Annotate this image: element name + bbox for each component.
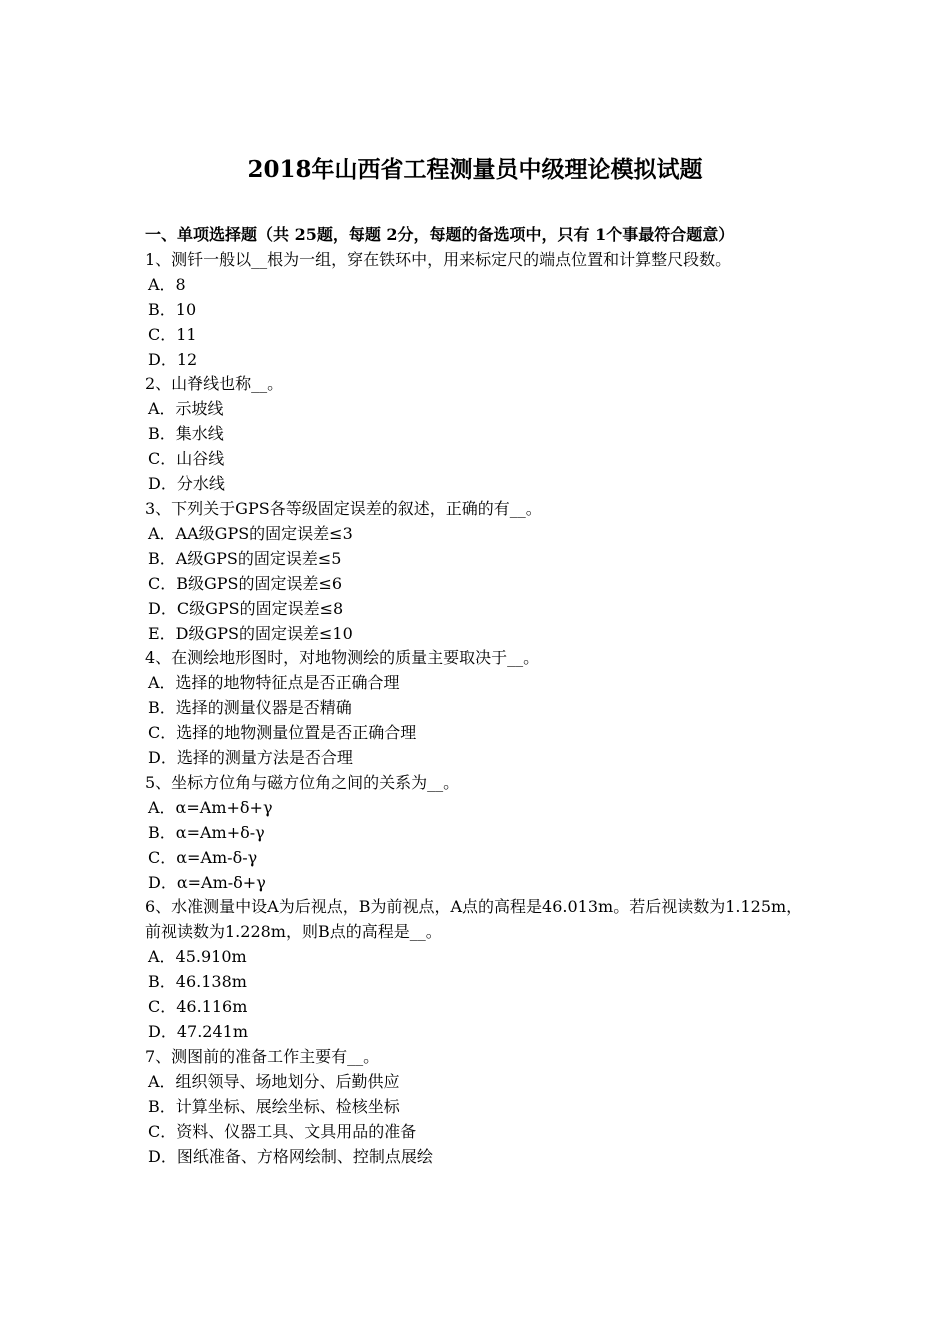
- answer-option: E．D级GPS的固定误差≤10: [148, 623, 353, 643]
- question-item: [145, 1045, 813, 1170]
- answer-option: D．分水线: [148, 474, 225, 494]
- answer-option: B．α=Am+δ-γ: [148, 822, 265, 842]
- question-text: 1、测钎一般以__根为一组，穿在铁环中，用来标定尺的端点位置和计算整尺段数。: [145, 249, 732, 269]
- answer-option: A．α=Am+δ+γ: [148, 797, 273, 817]
- question-text: 3、下列关于GPS各等级固定误差的叙述，正确的有__。: [145, 498, 542, 518]
- answer-option: A．选择的地物特征点是否正确合理: [148, 673, 400, 693]
- answer-option: C．山谷线: [148, 449, 225, 469]
- answer-option: B．集水线: [148, 424, 224, 444]
- answer-option: A．示坡线: [148, 399, 224, 419]
- answer-option: B．计算坐标、展绘坐标、检核坐标: [148, 1096, 400, 1116]
- question-text: 2、山脊线也称__。: [145, 374, 284, 394]
- answer-option: C．α=Am-δ-γ: [148, 847, 258, 867]
- document-body: [145, 223, 813, 1169]
- question-text: 4、在测绘地形图时，对地物测绘的质量主要取决于__。: [145, 648, 540, 668]
- answer-option: B．选择的测量仪器是否精确: [148, 698, 352, 718]
- question-item: [145, 895, 813, 1044]
- answer-option: D．选择的测量方法是否合理: [148, 748, 353, 768]
- section-heading: 一、单项选择题（共 25题，每题 2分，每题的备选项中，只有 1个事最符合题意）: [145, 225, 735, 244]
- document-title: 2018年山西省工程测量员中级理论模拟试题: [247, 156, 703, 183]
- answer-option: B．10: [148, 299, 197, 319]
- answer-option: D．C级GPS的固定误差≤8: [148, 598, 344, 618]
- question-text: 5、坐标方位角与磁方位角之间的关系为__。: [145, 772, 460, 792]
- question-item: [145, 372, 813, 497]
- answer-option: C．11: [148, 324, 197, 344]
- answer-option: C．选择的地物测量位置是否正确合理: [148, 723, 417, 743]
- answer-option: A．45.910m: [148, 947, 247, 967]
- answer-option: A．AA级GPS的固定误差≤3: [148, 523, 353, 543]
- answer-option: D．α=Am-δ+γ: [148, 872, 266, 892]
- question-item: [145, 248, 813, 373]
- answer-option: C．B级GPS的固定误差≤6: [148, 573, 343, 593]
- question-text: 7、测图前的准备工作主要有__。: [145, 1046, 380, 1066]
- question-list: [145, 248, 813, 1170]
- question-item: [145, 771, 813, 896]
- question-item: [145, 497, 813, 646]
- answer-option: B．A级GPS的固定误差≤5: [148, 548, 342, 568]
- answer-option: D．图纸准备、方格网绘制、控制点展绘: [148, 1146, 433, 1166]
- answer-option: A．组织领导、场地划分、后勤供应: [148, 1071, 400, 1091]
- answer-option: D．12: [148, 349, 198, 369]
- answer-option: B．46.138m: [148, 972, 247, 992]
- answer-option: D．47.241m: [148, 1022, 248, 1041]
- question-item: [145, 646, 813, 771]
- answer-option: A．8: [148, 274, 186, 294]
- answer-option: C．资料、仪器工具、文具用品的准备: [148, 1121, 417, 1141]
- question-text: 6、水准测量中设A为后视点，B为前视点，A点的高程是46.013m。若后视读数为1.125m，前视读数为1.228m，则B点的高程是__。: [145, 897, 803, 942]
- answer-option: C．46.116m: [148, 997, 248, 1017]
